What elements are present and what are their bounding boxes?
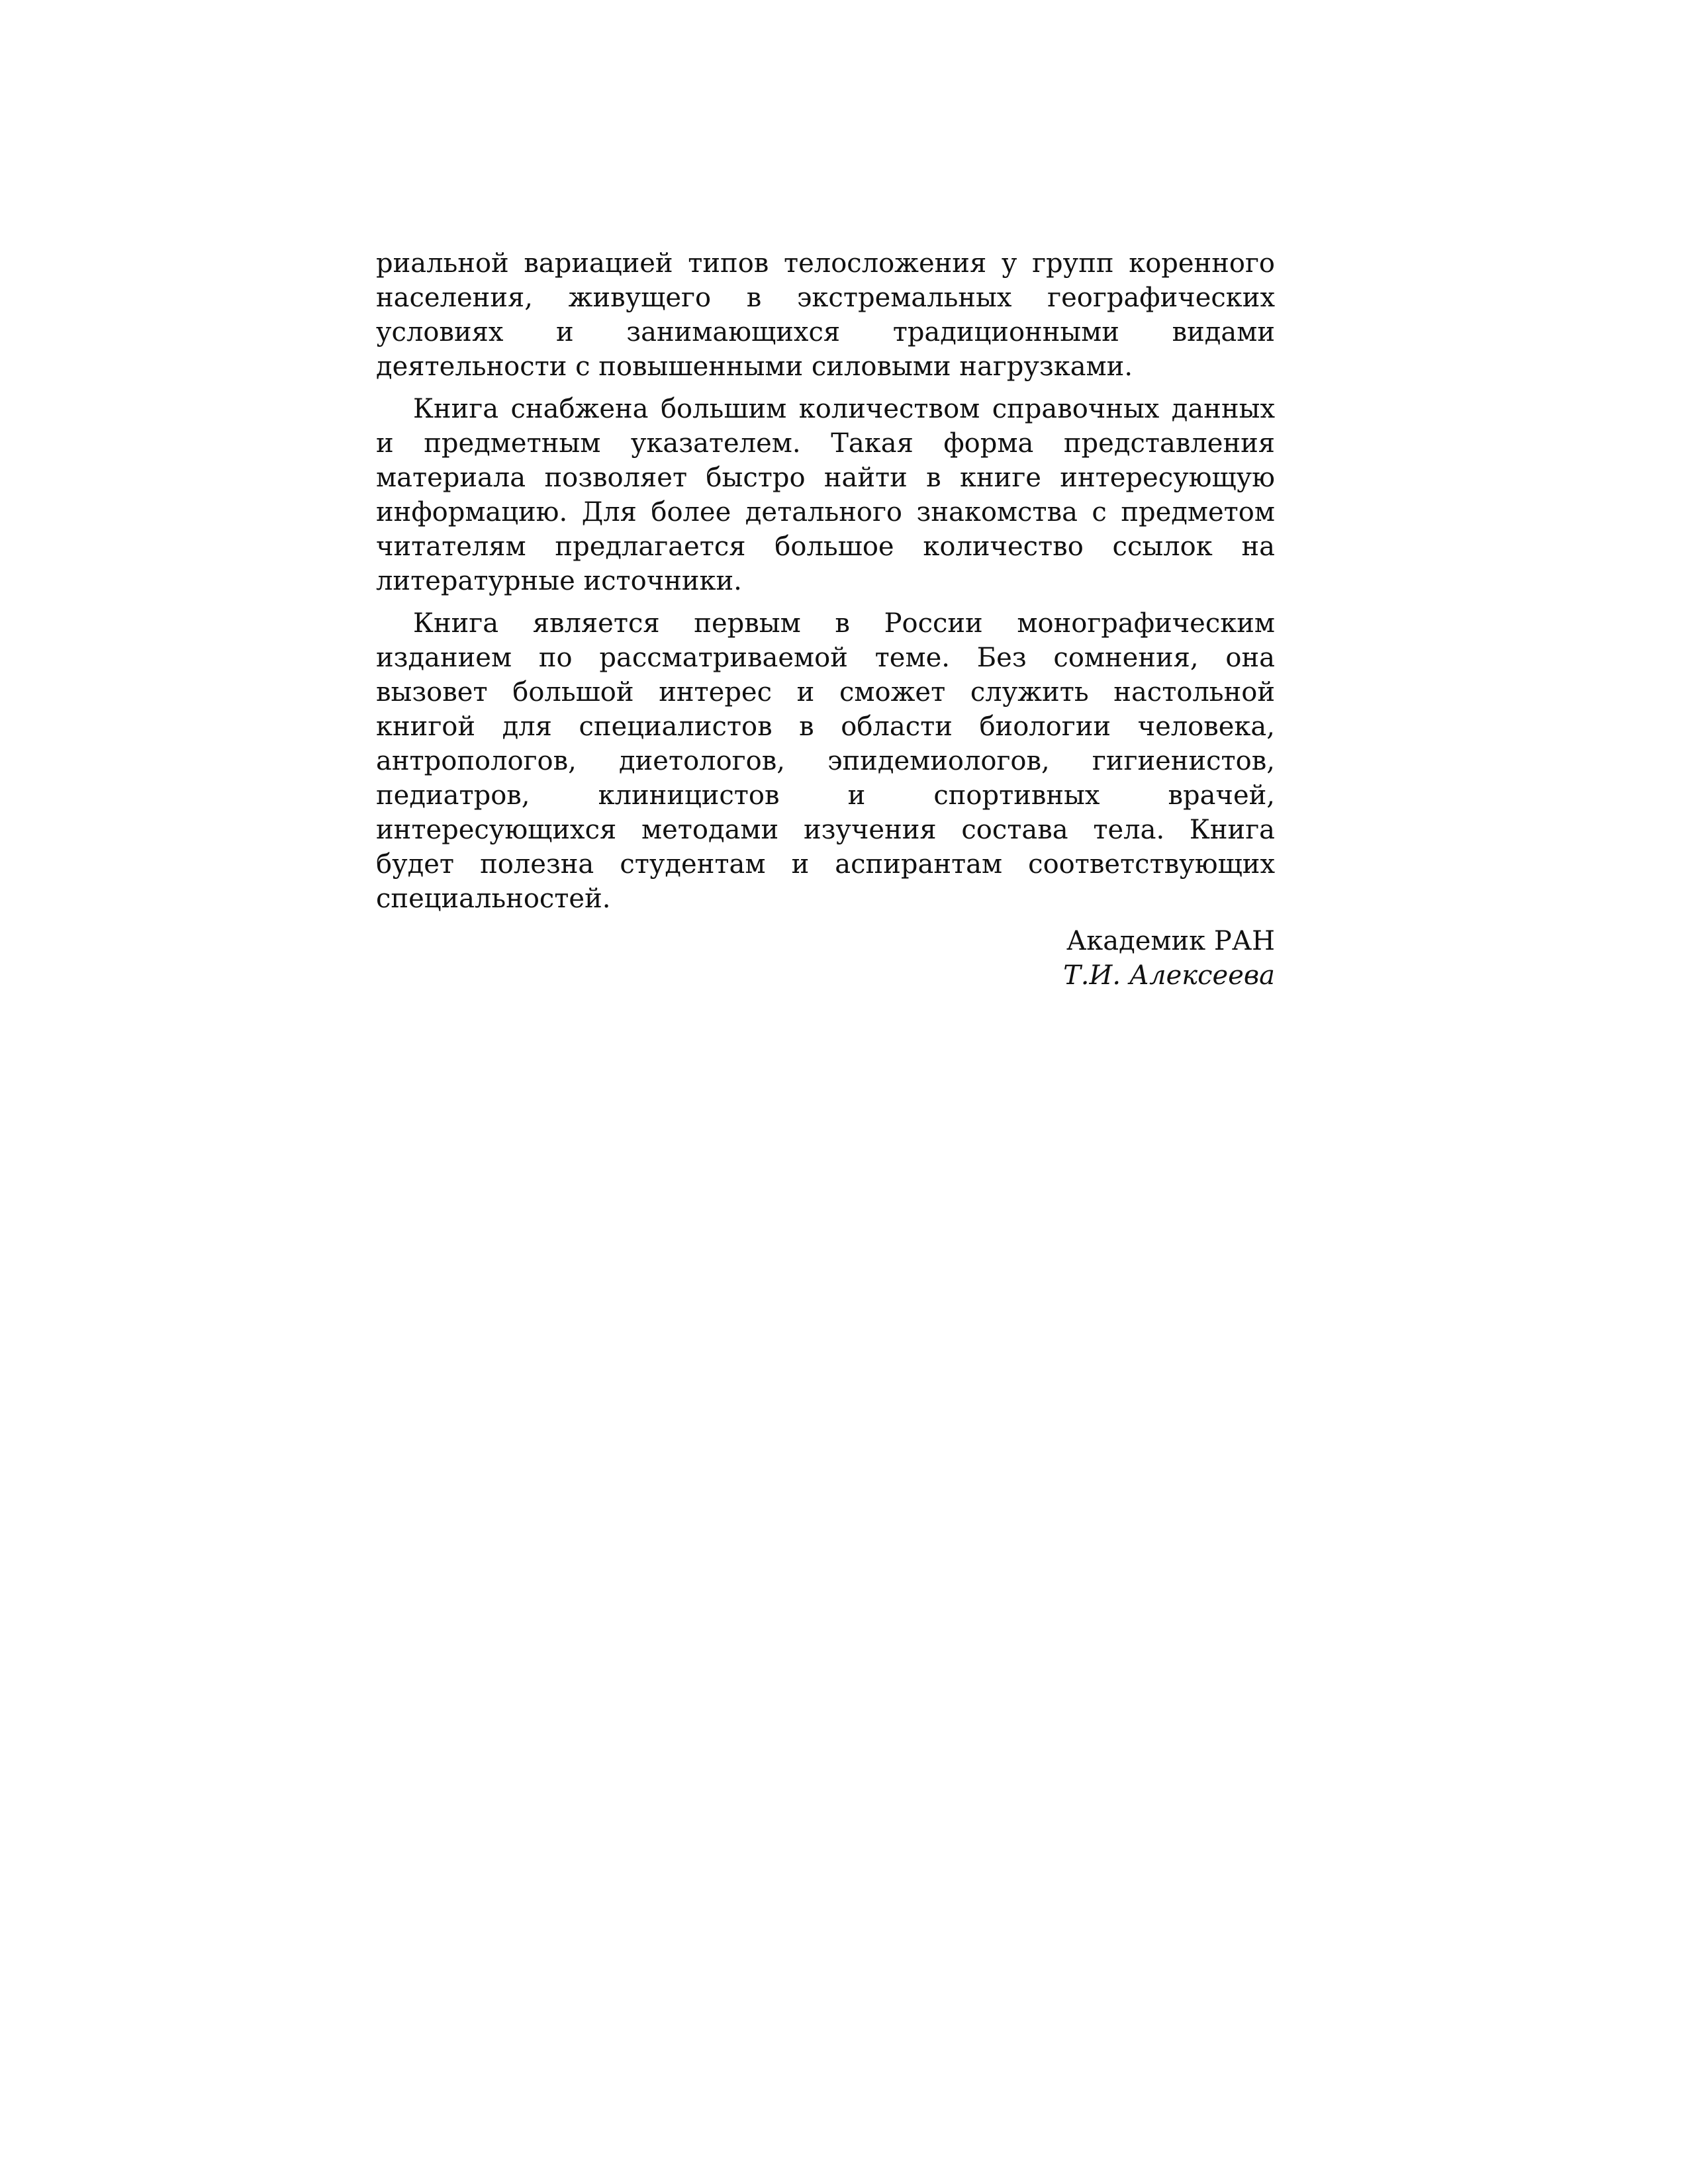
- signature-title: Академик РАН: [1066, 926, 1275, 956]
- signature-block: [376, 924, 1275, 993]
- text-block: [376, 246, 1275, 993]
- signature-name: Т.И. Алексеева: [1063, 960, 1275, 991]
- paragraph-conclusion: Книга является первым в России монографическим изданием по рассматриваемой теме. Без сомнения, она вызовет большой интерес и сможет служить настольной книгой для специалистов в области биологии человека, антропологов, диетологов, эпидемиологов, гигиенистов, педиатров, клиницистов и спортивных врачей, интересующихся методами изучения состава тела. Книга будет полезна студентам и аспирантам соответствующих специальностей.: [376, 608, 1275, 914]
- paragraph-reference-data: Книга снабжена большим количеством справочных данных и предметным указателем. Такая форма представления материала позволяет быстро найти в книге интересующую информацию. Для более детального знакомства с предметом читателям предлагается большое количество ссылок на литературные источники.: [376, 394, 1275, 596]
- paragraph-continuation: риальной вариацией типов телосложения у групп коренного населения, живущего в экстремальных географических условиях и занимающихся традиционными видами деятельности с повышенными силовыми нагрузками.: [376, 248, 1275, 382]
